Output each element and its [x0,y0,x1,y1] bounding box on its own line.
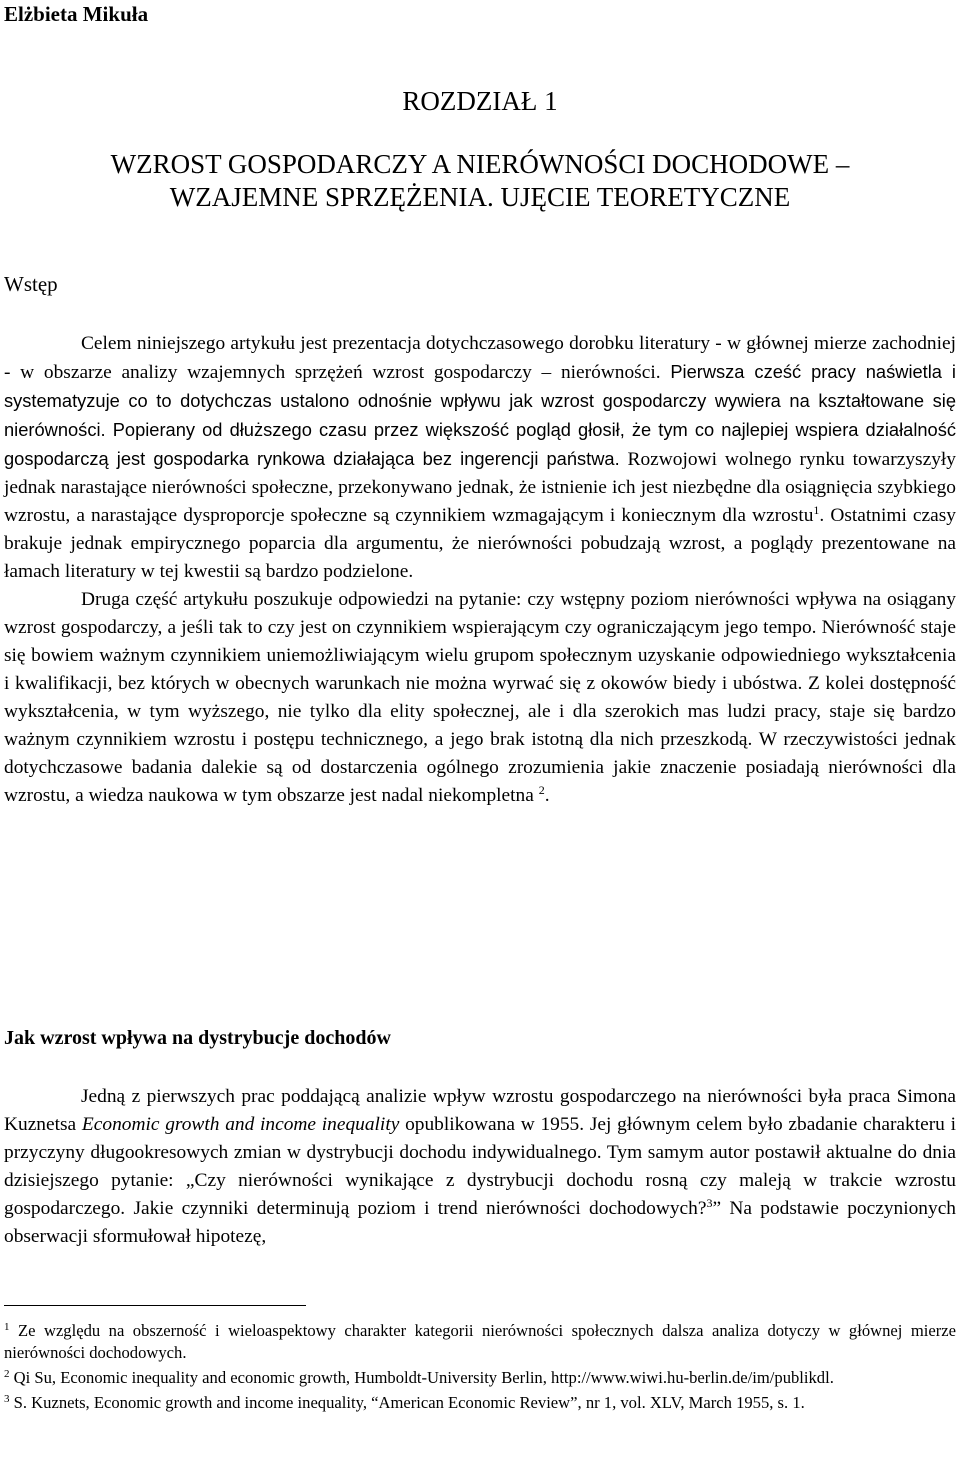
footnote-separator [4,1305,306,1306]
intro-p2-text: Druga część artykułu poszukuje odpowiedzi na pytanie: czy wstępny poziom nierówności wpływa na osiągany wzrost gospodarczy, a jeśli tak to czy jest on czynnikiem wspierającym czy ograniczającym jego tempo. Nierówność staje się bowiem ważnym czynnikiem uniemożliwiającym wielu grupom społecznym uzyskanie odpowiedniego wykształcenia i kwalifikacji, bez których w obecnych warunkach nie można wyrwać się z okowów biedy i ubóstwa. Z kolei dostępność wykształcenia, w tym wyższego, nie tylko dla elity społecznej, ale i dla szerokich mas ludzi pracy, staje się bardzo ważnym czynnikiem wzrostu i postępu technicznego, a jego brak istotną dla nich przeszkodą. W rzeczywistości jednak dotychczasowe badania dalekie są od dostarczenia ogólnego zrozumienia jakie znaczenie posiadają nierówności dla wzrostu, a wiedza naukowa w tym obszarze jest nadal niekompletna [4,589,956,806]
footnote-1-number: 1 [4,1321,10,1333]
footnote-2 [4,1367,956,1389]
footnote-ref-2[interactable]: 2 [538,783,545,797]
footnote-ref-3[interactable]: 3 [706,1196,713,1210]
intro-paragraph-2 [4,586,956,810]
intro-p1-text-c: Rozwojowi wolnego rynku towarzyszyły jednak narastające nierówności społeczne, przekonywano jednak, że istnienie ich jest niezbędne dla osiągnięcia szybkiego wzrostu, a narastające dysproporcje społeczne są czynnikiem wzmagającym i koniecznym dla wzrostu [4,449,956,526]
footnote-3-text: S. Kuznets, Economic growth and income inequality, “American Economic Review”, nr 1, vol. XLV, March 1955, s. 1. [13,1393,805,1412]
section-paragraph-1 [4,1083,956,1251]
section-p1-start: Jedną z pierwszych prac poddającą analizie wpływ wzrostu gospodarczego na nierówności była praca Simona Kuznetsa [4,1086,956,1135]
intro-p1-text-b: Pierwsza cześć pracy naświetla i systematyzuje co to dotychczas ustalono odnośnie wpływu jak wzrost gospodarczy wywiera na kształtowane się nierówności. Popierany od dłuższego czasu przez większość pogląd głosił, że tym co najlepiej wspiera działalność gospodarczą jest gospodarka rynkowa działająca bez ingerencji państwa. [4,361,956,469]
section-body [4,1083,956,1251]
author-name: Elżbieta Mikuła [4,2,149,26]
intro-p1-text-d: . Ostatnimi czasy brakuje jednak empirycznego poparcia dla argumentu, że nierówności pobudzają wzrost, a poglądy prezentowane na łamach literatury w tej kwestii są bardzo podzielone. [4,505,956,582]
section-heading: Jak wzrost wpływa na dystrybucje dochodów [4,1027,391,1049]
chapter-title-line-1: WZROST GOSPODARCZY A NIERÓWNOŚCI DOCHODOWE – [110,149,850,179]
section-p1-rest: opublikowana w 1955. Jej głównym celem było zbadanie charakteru i przyczyny długookresowych zmian w dystrybucji dochodu indywidualnego. Tym samym autor postawił aktualne do dnia dzisiejszego pytanie: „Czy nierówności wynikające z dystrybucji dochodu rosną czy maleją w trakcie wzrostu gospodarczego. Jakie czynniki determinują poziom i trend nierówności dochodowych? [4,1114,956,1219]
footnote-3 [4,1392,956,1414]
intro-p2-end: . [544,785,550,806]
chapter-title-line-2: WZAJEMNE SPRZĘŻENIA. UJĘCIE TEORETYCZNE [169,182,791,212]
intro-paragraph-1 [4,330,956,586]
footnote-ref-1[interactable]: 1 [813,503,820,517]
footnote-3-number: 3 [4,1393,10,1405]
intro-heading: Wstęp [4,272,58,296]
chapter-label: ROZDZIAŁ 1 [402,86,558,116]
footnotes [4,1320,956,1417]
footnote-2-number: 2 [4,1368,10,1380]
section-p1-tail: ” Na podstawie poczynionych obserwacji sformułował hipotezę, [4,1198,956,1247]
intro-p1-text-a: Celem niniejszego artykułu jest prezentacja dotychczasowego dorobku literatury - w głównej mierze zachodniej - w obszarze analizy wzajemnych sprzężeń wzrost gospodarczy – nierówności. [4,333,956,383]
intro-section [4,330,956,810]
footnote-1-text: Ze względu na obszerność i wieloaspektowy charakter kategorii nierówności społecznych dalsza analiza dotyczy w głównej mierze nierówności dochodowych. [4,1321,956,1362]
footnote-1 [4,1320,956,1364]
chapter-title [4,148,956,214]
footnote-2-text: Qi Su, Economic inequality and economic growth, Humboldt-University Berlin, http://www.wiwi.hu-berlin.de/im/publikdl. [13,1368,834,1387]
cited-work-title: Economic growth and income inequality [81,1114,400,1135]
